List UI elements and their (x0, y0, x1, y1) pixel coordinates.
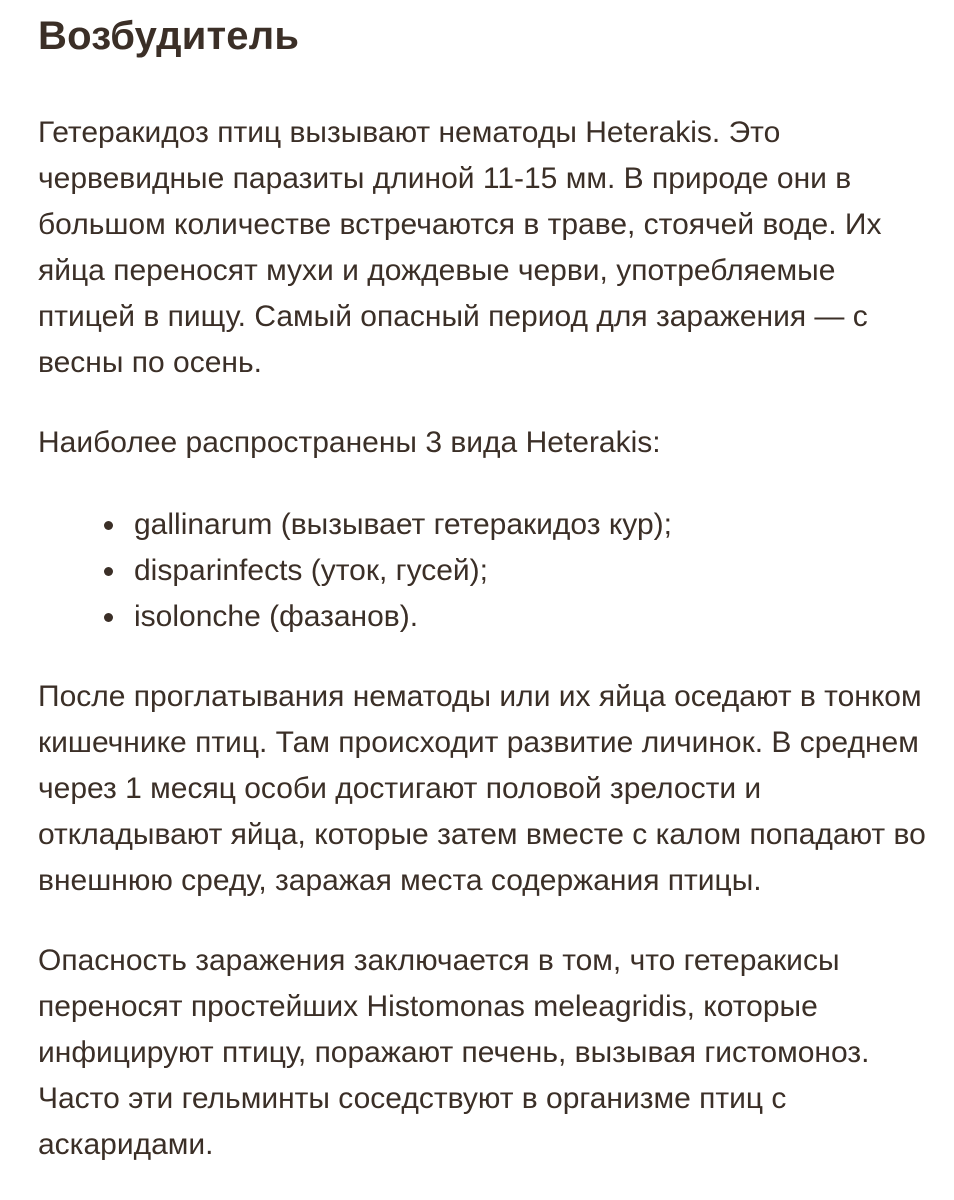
article (38, 8, 928, 1168)
section-heading: Возбудитель (38, 14, 300, 58)
species-list (38, 502, 928, 640)
bullet-icon (104, 567, 113, 576)
list-item-text: gallinarum (вызывает гетеракидоз кур); (134, 508, 672, 541)
list-item-text: disparinfects (уток, гусей); (134, 554, 488, 587)
bullet-icon (104, 521, 113, 530)
paragraph-life-cycle: После проглатывания нематоды или их яйца оседают в тонком кишечнике птиц. Там происходит развитие личинок. В среднем через 1 месяц особи достигают половой зрелости и откладывают яйца, которые затем вместе с калом попадают во внешнюю среду, заражая места содержания птицы. (38, 680, 926, 897)
bullet-icon (104, 613, 113, 622)
paragraph-species-intro: Наиболее распространены 3 вида Heterakis: (38, 426, 661, 459)
list-item (98, 502, 928, 548)
paragraph-pathogen-description: Гетеракидоз птиц вызывают нематоды Heterakis. Это червевидные паразиты длиной 11-15 мм. В природе они в большом количестве встречаются в траве, стоячей воде. Их яйца переносят мухи и дождевые черви, употребляемые птицей в пищу. Самый опасный период для заражения — с весны по осень. (38, 116, 882, 379)
list-item (98, 548, 928, 594)
list-item (98, 594, 928, 640)
paragraph-danger: Опасность заражения заключается в том, что гетеракисы переносят простейших Histomonas meleagridis, которые инфицируют птицу, поражают печень, вызывая гистомоноз. Часто эти гельминты соседствуют в организме птиц с аскаридами. (38, 944, 870, 1161)
list-item-text: isolonche (фазанов). (134, 600, 419, 633)
